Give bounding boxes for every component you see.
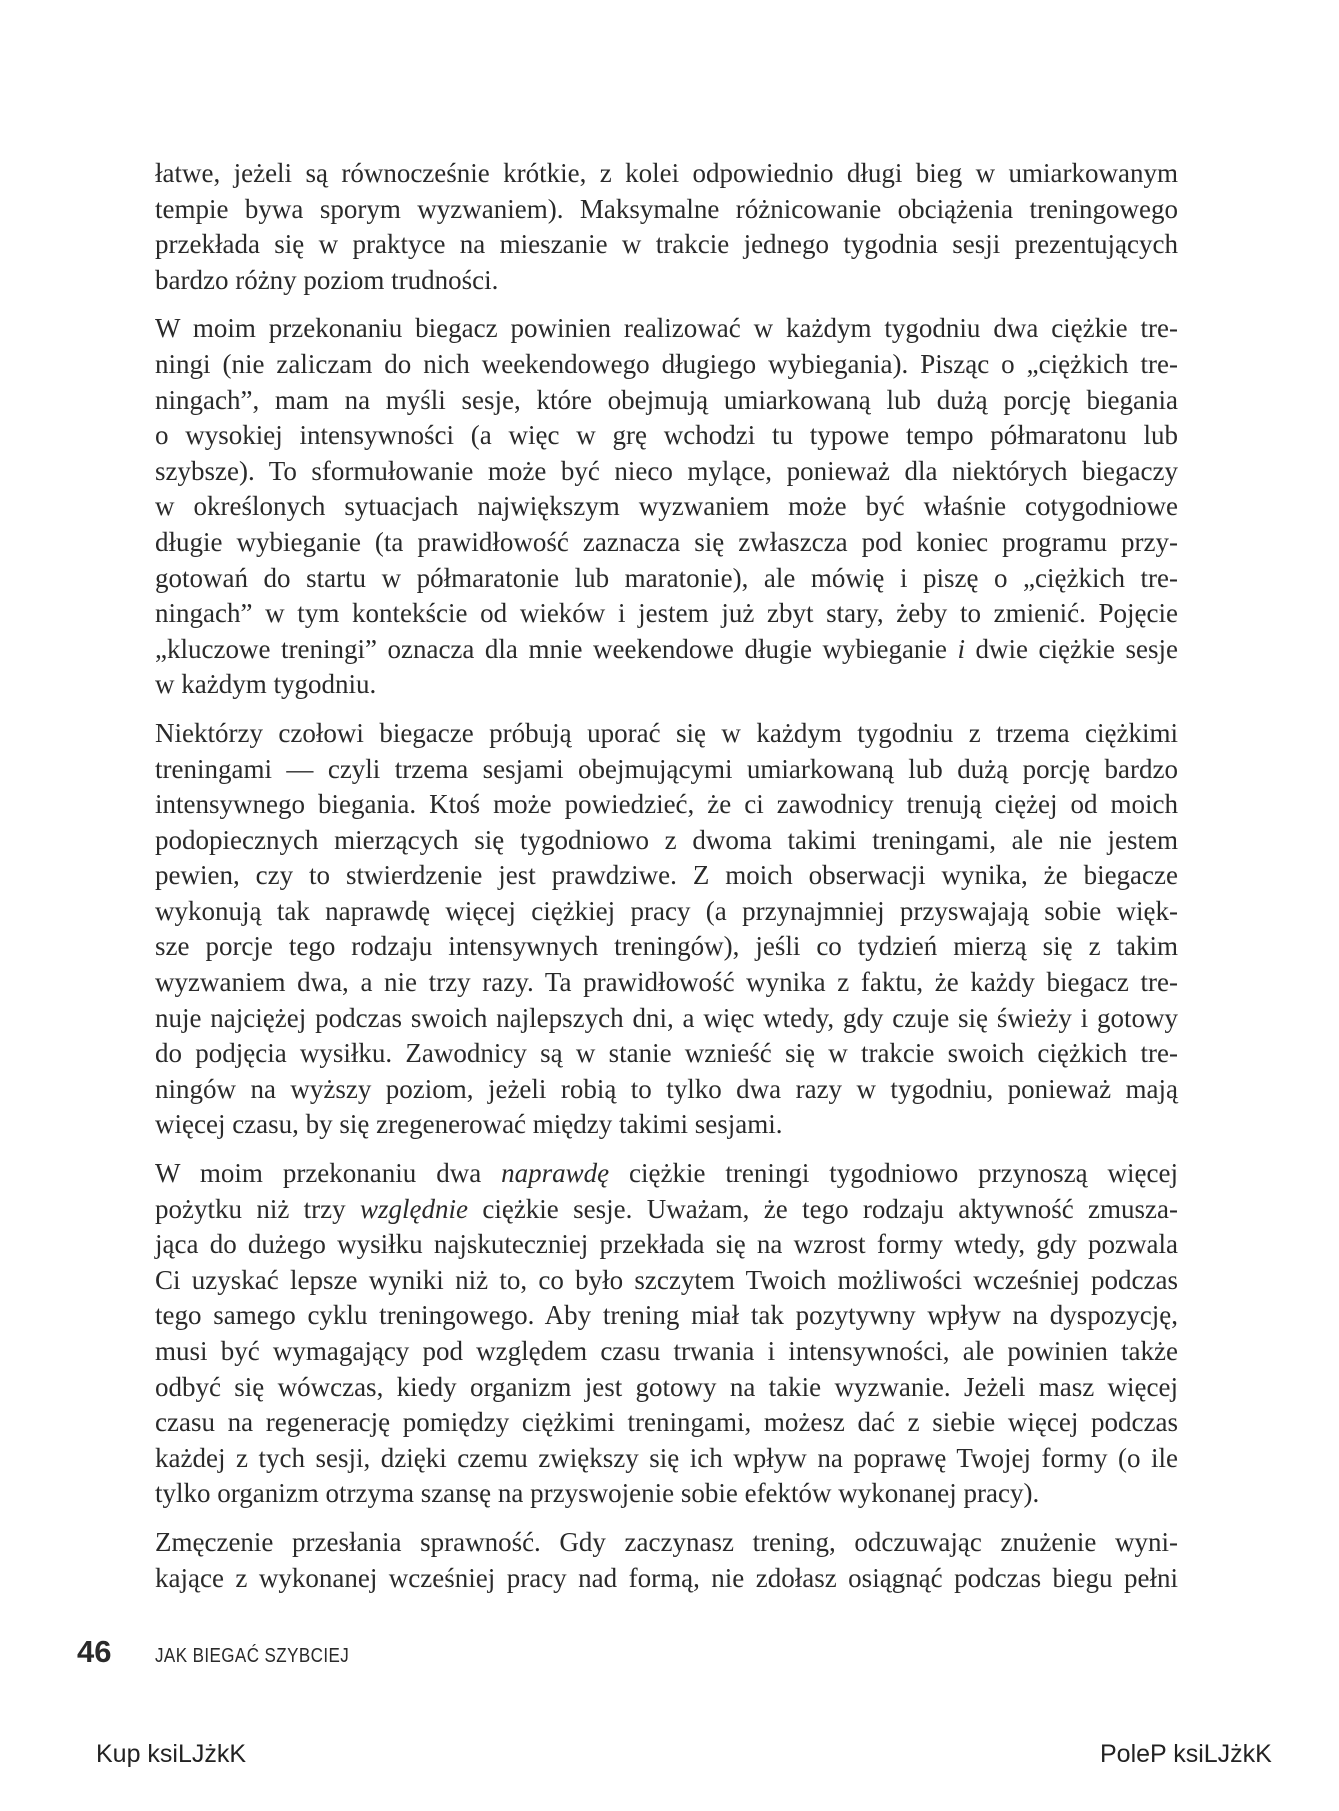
page-number: 46 [77, 1634, 112, 1669]
text-line: tego samego cyklu treningowego. Aby trening miał tak pozytywny wpływ na dyspozycję, [155, 1300, 1178, 1331]
text-line: długie wybieganie (ta prawidłowość zaznacza się zwłaszcza pod koniec programu przy- [155, 526, 1178, 557]
text-line: do podjęcia wysiłku. Zawodnicy są w stanie wznieść się w trakcie swoich ciężkich tre- [155, 1038, 1178, 1069]
page-footer [77, 1634, 384, 1670]
text-line: w każdym tygodniu. [155, 669, 377, 700]
text-line: gotowań do startu w półmaratonie lub maratonie), ale mówię i piszę o „ciężkich tre- [155, 562, 1178, 593]
emphasis-text: i [957, 633, 965, 664]
body-text [155, 156, 1178, 1596]
recommend-book-link[interactable]: PoleP ksiLJżkK [1100, 1740, 1272, 1768]
text-line: więcej czasu, by się zregenerować między takimi sesjami. [155, 1109, 783, 1140]
text-line: łatwe, jeżeli są równocześnie krótkie, z kolei odpowiednio długi bieg w umiarkowanym [155, 158, 1178, 188]
text-line: treningami — czyli trzema sesjami obejmującymi umiarkowaną lub dużą porcję bardzo [155, 753, 1178, 784]
text-line: wyzwaniem dwa, a nie trzy razy. Ta prawidłowość wynika z faktu, że każdy biegacz tre- [155, 967, 1178, 998]
text-segment: ciężkie sesje. Uważam, że tego rodzaju aktywność zmusza- [468, 1193, 1178, 1224]
text-line: Zmęczenie przesłania sprawność. Gdy zaczynasz trening, odczuwając znużenie wyni- [155, 1526, 1178, 1557]
text-line: kające z wykonanej wcześniej pracy nad formą, nie zdołasz osiągnąć podczas biegu pełni [155, 1562, 1178, 1593]
text-line: ningi (nie zaliczam do nich weekendowego długiego wybiegania). Pisząc o „ciężkich tre- [155, 348, 1178, 379]
text-segment: pożytku niż trzy [155, 1193, 360, 1224]
paragraph-5 [155, 1525, 1178, 1596]
text-line: wykonują tak naprawdę więcej ciężkiej pracy (a przynajmniej przyswajają sobie więk- [155, 895, 1178, 926]
emphasis-text: naprawdę [501, 1158, 610, 1189]
text-line: jąca do dużego wysiłku najskuteczniej przekłada się na wzrost formy wtedy, gdy pozwala [155, 1229, 1178, 1260]
running-title: JAK BIEGAĆ SZYBCIEJ [155, 1645, 350, 1667]
text-line: musi być wymagający pod względem czasu trwania i intensywności, ale powinien także [155, 1336, 1178, 1366]
text-line: czasu na regenerację pomiędzy ciężkimi treningami, możesz dać z siebie więcej podczas [155, 1407, 1178, 1438]
text-line [155, 1192, 1178, 1228]
text-line: o wysokiej intensywności (a więc w grę wchodzi tu typowe tempo półmaratonu lub [155, 420, 1178, 451]
text-line: podopiecznych mierzących się tygodniowo z dwoma takimi treningami, ale nie jestem [155, 824, 1178, 855]
text-line: Niektórzy czołowi biegacze próbują uporać się w każdym tygodniu z trzema ciężkimi [155, 717, 1178, 748]
emphasis-text: względnie [360, 1193, 468, 1224]
text-line: Ci uzyskać lepsze wyniki niż to, co było szczytem Twoich możliwości wcześniej podczas [155, 1264, 1178, 1295]
text-line: ningów na wyższy poziom, jeżeli robią to tylko dwa razy w tygodniu, ponieważ mają [155, 1073, 1178, 1104]
text-line [155, 1156, 1178, 1192]
text-line: sze porcje tego rodzaju intensywnych treningów), jeśli co tydzień mierzą się z takim [155, 931, 1178, 962]
text-segment: ciężkie treningi tygodniowo przynoszą więcej [609, 1158, 1178, 1189]
buy-book-link[interactable]: Kup ksiLJżkK [96, 1740, 247, 1768]
text-segment: W moim przekonaniu dwa [155, 1158, 502, 1189]
text-line: odbyć się wówczas, kiedy organizm jest gotowy na takie wyzwanie. Jeżeli masz więcej [155, 1371, 1178, 1402]
text-line: W moim przekonaniu biegacz powinien realizować w każdym tygodniu dwa ciężkie tre- [155, 313, 1178, 344]
text-segment: dwie ciężkie sesje [964, 633, 1179, 664]
text-line: przekłada się w praktyce na mieszanie w trakcie jednego tygodnia sesji prezentujących [155, 229, 1178, 260]
text-line: w określonych sytuacjach największym wyzwaniem może być właśnie cotygodniowe [155, 491, 1178, 522]
paragraph-1 [155, 156, 1178, 298]
text-line: tylko organizm otrzyma szansę na przyswojenie sobie efektów wykonanej pracy). [155, 1478, 1040, 1509]
text-line: bardzo różny poziom trudności. [155, 264, 499, 295]
text-line: każdej z tych sesji, dzięki czemu zwiększy się ich wpływ na poprawę Twojej formy (o ile [155, 1442, 1178, 1473]
paragraph-2 [155, 311, 1178, 703]
text-line: pewien, czy to stwierdzenie jest prawdziwe. Z moich obserwacji wynika, że biegacze [155, 860, 1178, 891]
text-line: ningach” w tym kontekście od wieków i jestem już zbyt stary, żeby to zmienić. Pojęcie [155, 598, 1178, 629]
text-line: szybsze). To sformułowanie może być nieco mylące, ponieważ dla niektórych biegaczy [155, 455, 1178, 486]
text-line [155, 632, 1178, 668]
text-line: tempie bywa sporym wyzwaniem). Maksymalne różnicowanie obciążenia treningowego [155, 193, 1178, 224]
text-segment: „kluczowe treningi” oznacza dla mnie weekendowe długie wybieganie [155, 633, 958, 664]
paragraph-4 [155, 1156, 1178, 1512]
text-line: intensywnego biegania. Ktoś może powiedzieć, że ci zawodnicy trenują ciężej od moich [155, 789, 1178, 820]
text-line: nuje najciężej podczas swoich najlepszych dni, a więc wtedy, gdy czuje się świeży i gotowy [155, 1002, 1178, 1033]
text-line: ningach”, mam na myśli sesje, które obejmują umiarkowaną lub dużą porcję biegania [155, 384, 1178, 415]
paragraph-3 [155, 716, 1178, 1143]
